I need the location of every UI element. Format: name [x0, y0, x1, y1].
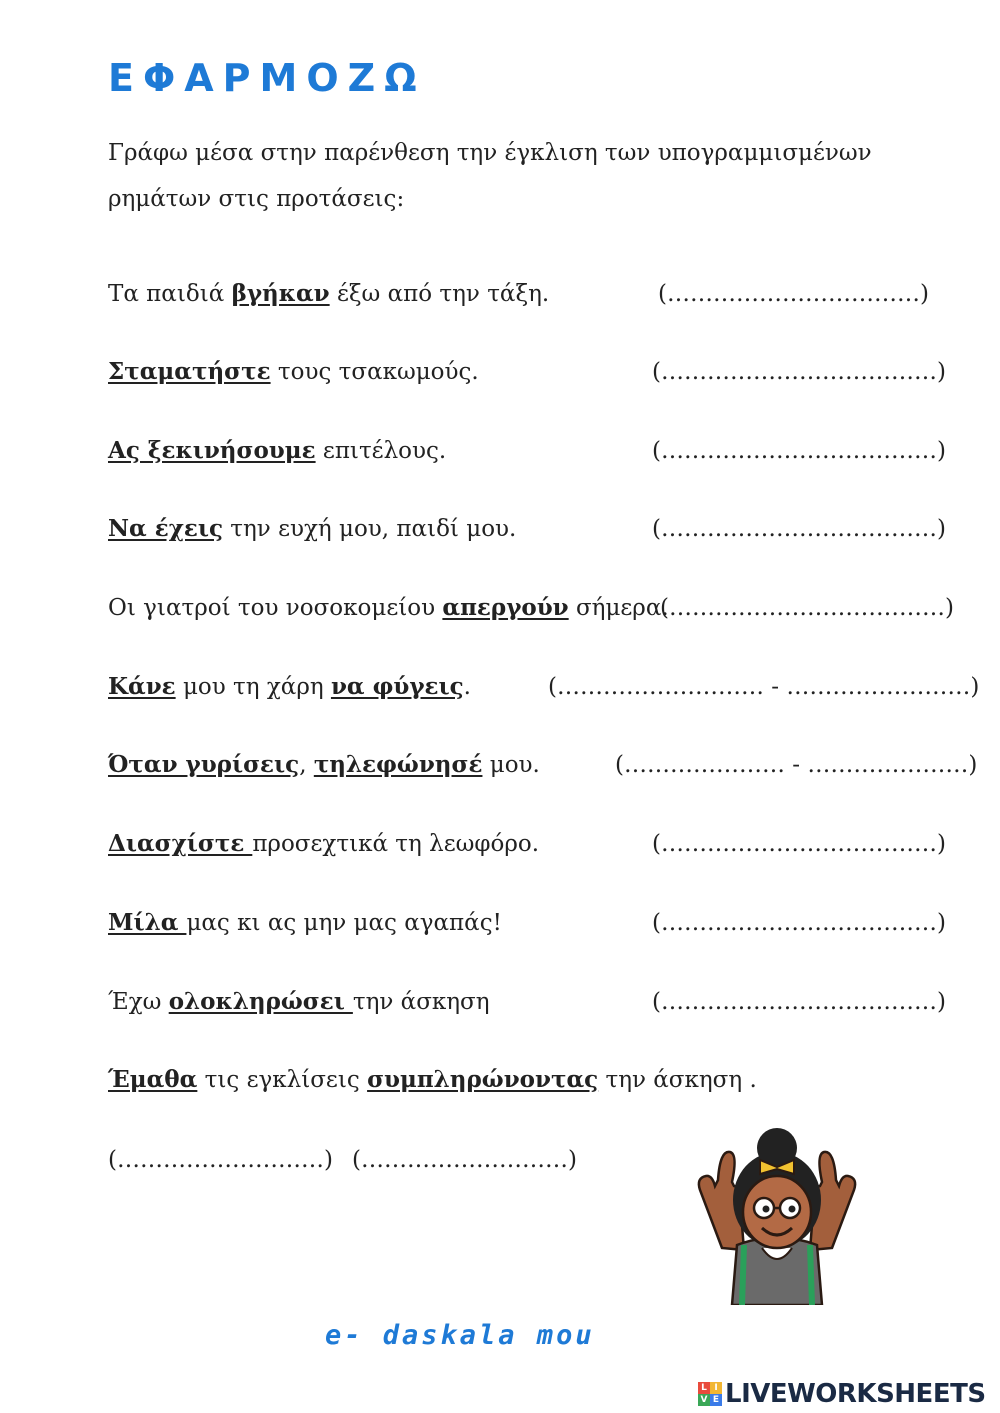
- answer-blank[interactable]: (………………………………): [660, 595, 954, 621]
- underlined-verb: συμπληρώνοντας: [367, 1066, 599, 1093]
- underlined-verb: Να έχεις: [108, 515, 223, 542]
- underlined-verb: Όταν γυρίσεις: [108, 751, 300, 778]
- underlined-verb: Έμαθα: [108, 1066, 198, 1093]
- sentence-row: Κάνε μου τη χάρη να φύγεις.: [108, 673, 471, 700]
- underlined-verb: Σταματήστε: [108, 358, 271, 385]
- page-title: ΕΦΑΡΜΟΖΩ: [108, 56, 426, 100]
- sentence-row: Τα παιδιά βγήκαν έξω από την τάξη.: [108, 280, 550, 307]
- sentence-row: Σταματήστε τους τσακωμούς.: [108, 358, 479, 385]
- liveworksheets-brand[interactable]: [698, 1377, 986, 1411]
- underlined-verb: ολοκληρώσει: [168, 988, 353, 1015]
- sentence-row: Όταν γυρίσεις, τηλεφώνησέ μου.: [108, 751, 540, 778]
- sentence-row: Διασχίστε προσεχτικά τη λεωφόρο.: [108, 830, 540, 857]
- underlined-verb: Κάνε: [108, 673, 176, 700]
- answer-blank[interactable]: (………………………………): [652, 438, 946, 464]
- liveworksheets-wordmark: LIVEWORKSHEETS: [725, 1379, 986, 1409]
- underlined-verb: τηλεφώνησέ: [313, 751, 483, 778]
- underlined-verb: Ας ξεκινήσουμε: [108, 437, 316, 464]
- underlined-verb: Διασχίστε: [108, 830, 253, 857]
- answer-blank[interactable]: (………………………): [108, 1147, 333, 1173]
- underlined-verb: Μίλα: [108, 909, 187, 936]
- sentence-row: Έμαθα τις εγκλίσεις συμπληρώνοντας την άσκηση .: [108, 1066, 757, 1093]
- author-signature: e- daskala mou: [325, 1320, 595, 1351]
- cartoon-girl-illustration: [682, 1120, 872, 1305]
- answer-blank[interactable]: (………………………): [352, 1147, 577, 1173]
- answer-blank[interactable]: (………………………………): [652, 516, 946, 542]
- answer-blank[interactable]: (………………………………): [652, 831, 946, 857]
- sentence-row: Ας ξεκινήσουμε επιτέλους.: [108, 437, 447, 464]
- instruction-text: Γράφω μέσα στην παρένθεση την έγκλιση των υπογραμμισμένων ρημάτων στις προτάσεις:: [108, 140, 872, 212]
- answer-blank[interactable]: (……………………………): [658, 281, 929, 307]
- underlined-verb: απεργούν: [442, 594, 569, 621]
- liveworksheets-logo-icon: L I V E: [698, 1382, 722, 1406]
- answer-blank[interactable]: (……………………… - ……………………): [548, 674, 980, 700]
- sentence-row: Οι γιατροί του νοσοκομείου απεργούν σήμερα.: [108, 594, 669, 621]
- underlined-verb: να φύγεις: [330, 673, 464, 700]
- underlined-verb: βγήκαν: [231, 280, 330, 307]
- sentence-row: Να έχεις την ευχή μου, παιδί μου.: [108, 515, 517, 542]
- sentence-row: Μίλα μας κι ας μην μας αγαπάς!: [108, 909, 502, 936]
- answer-blank[interactable]: (………………………………): [652, 910, 946, 936]
- answer-blank[interactable]: (………………………………): [652, 989, 946, 1015]
- answer-blank[interactable]: (………………… - …………………): [615, 752, 978, 778]
- answer-blank[interactable]: (………………………………): [652, 359, 946, 385]
- sentence-row: Έχω ολοκληρώσει την άσκηση: [108, 988, 490, 1015]
